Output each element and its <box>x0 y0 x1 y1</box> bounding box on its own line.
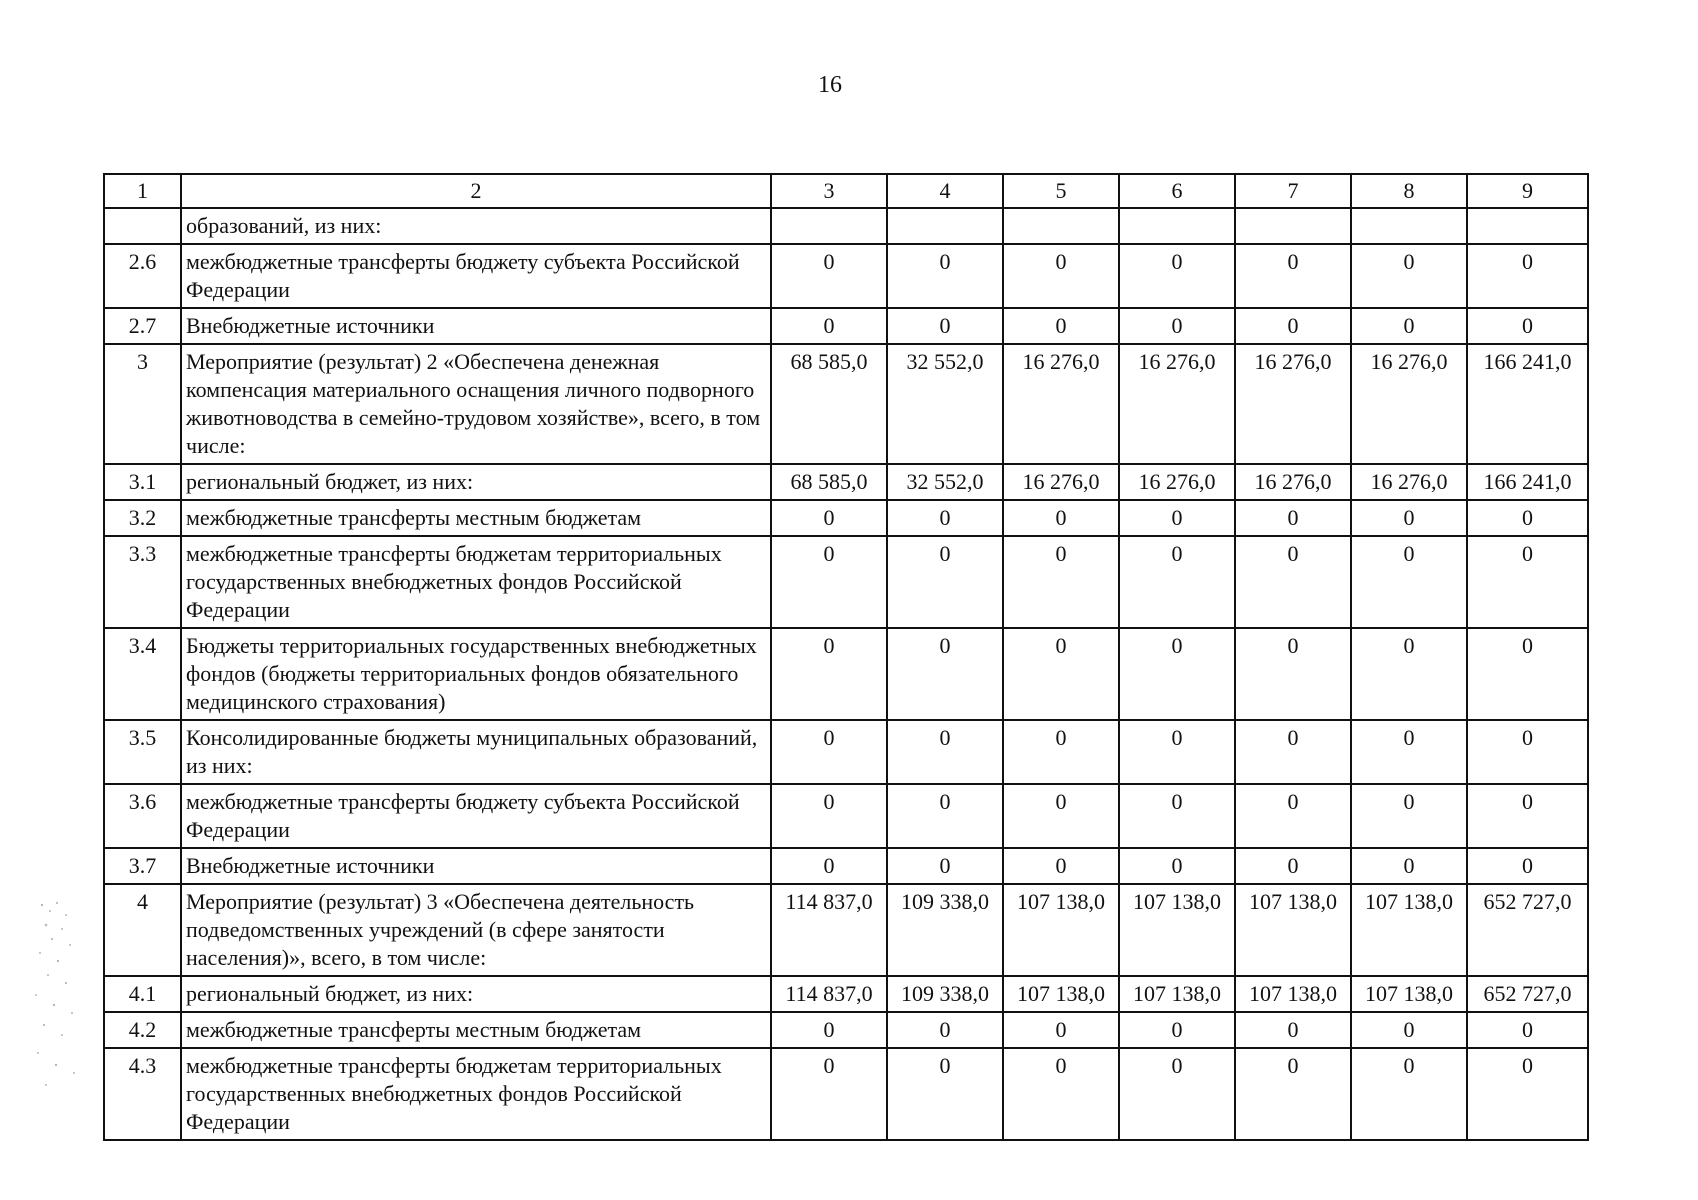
row-number-cell: 3 <box>104 344 181 464</box>
value-cell: 0 <box>1467 500 1588 536</box>
value-cell: 109 338,0 <box>887 884 1003 976</box>
value-cell <box>1235 208 1351 244</box>
value-cell: 16 276,0 <box>1351 344 1467 464</box>
value-cell: 0 <box>1351 628 1467 720</box>
value-cell: 0 <box>1467 628 1588 720</box>
value-cell: 0 <box>1003 1012 1119 1048</box>
row-name-cell: Мероприятие (результат) 3 «Обеспечена деятельность подведомственных учреждений (в сфере занятости населения)», всего, в том числе: <box>181 884 771 976</box>
table-row <box>104 1048 1588 1140</box>
value-cell: 0 <box>1351 1048 1467 1140</box>
column-header: 4 <box>887 174 1003 208</box>
value-cell: 0 <box>1119 244 1235 308</box>
value-cell: 0 <box>1119 500 1235 536</box>
table-row <box>104 848 1588 884</box>
value-cell: 652 727,0 <box>1467 884 1588 976</box>
row-name-cell: региональный бюджет, из них: <box>181 464 771 500</box>
value-cell: 0 <box>1351 536 1467 628</box>
value-cell <box>1467 208 1588 244</box>
value-cell: 107 138,0 <box>1119 976 1235 1012</box>
value-cell: 0 <box>1003 628 1119 720</box>
value-cell: 0 <box>1003 720 1119 784</box>
value-cell: 0 <box>771 848 887 884</box>
value-cell: 0 <box>1003 848 1119 884</box>
row-number-cell: 3.2 <box>104 500 181 536</box>
row-number-cell: 3.6 <box>104 784 181 848</box>
value-cell: 0 <box>1003 536 1119 628</box>
row-number-cell: 4 <box>104 884 181 976</box>
column-number-row <box>104 174 1588 208</box>
row-name-cell: Внебюджетные источники <box>181 848 771 884</box>
value-cell: 0 <box>887 536 1003 628</box>
value-cell: 0 <box>887 244 1003 308</box>
value-cell: 107 138,0 <box>1235 976 1351 1012</box>
value-cell: 107 138,0 <box>1351 976 1467 1012</box>
column-header: 7 <box>1235 174 1351 208</box>
table-row <box>104 208 1588 244</box>
table-row <box>104 344 1588 464</box>
value-cell: 0 <box>887 1012 1003 1048</box>
value-cell: 107 138,0 <box>1003 976 1119 1012</box>
table-row <box>104 536 1588 628</box>
value-cell: 0 <box>1003 500 1119 536</box>
value-cell: 0 <box>771 536 887 628</box>
value-cell: 0 <box>1003 1048 1119 1140</box>
row-number-cell: 3.7 <box>104 848 181 884</box>
column-header: 3 <box>771 174 887 208</box>
column-header: 9 <box>1467 174 1588 208</box>
row-name-cell: Бюджеты территориальных государственных внебюджетных фондов (бюджеты территориальных фондов обязательного медицинского страхования) <box>181 628 771 720</box>
value-cell: 0 <box>887 1048 1003 1140</box>
value-cell: 0 <box>1467 848 1588 884</box>
value-cell: 0 <box>1119 784 1235 848</box>
value-cell <box>771 208 887 244</box>
value-cell: 0 <box>887 500 1003 536</box>
value-cell: 0 <box>887 628 1003 720</box>
value-cell: 652 727,0 <box>1467 976 1588 1012</box>
value-cell: 0 <box>1235 848 1351 884</box>
value-cell: 0 <box>1467 536 1588 628</box>
value-cell: 0 <box>887 308 1003 344</box>
value-cell: 0 <box>1467 1048 1588 1140</box>
value-cell: 107 138,0 <box>1119 884 1235 976</box>
value-cell: 16 276,0 <box>1119 464 1235 500</box>
value-cell: 166 241,0 <box>1467 344 1588 464</box>
value-cell: 107 138,0 <box>1235 884 1351 976</box>
row-number-cell: 3.1 <box>104 464 181 500</box>
value-cell: 0 <box>1119 1012 1235 1048</box>
value-cell: 32 552,0 <box>887 344 1003 464</box>
row-name-cell: межбюджетные трансферты бюджету субъекта Российской Федерации <box>181 784 771 848</box>
value-cell <box>1351 208 1467 244</box>
row-name-cell: образований, из них: <box>181 208 771 244</box>
value-cell: 0 <box>1235 628 1351 720</box>
value-cell: 16 276,0 <box>1235 464 1351 500</box>
row-number-cell: 3.3 <box>104 536 181 628</box>
value-cell: 0 <box>1119 308 1235 344</box>
row-number-cell: 2.6 <box>104 244 181 308</box>
value-cell: 114 837,0 <box>771 884 887 976</box>
row-name-cell: межбюджетные трансферты местным бюджетам <box>181 1012 771 1048</box>
value-cell: 0 <box>1003 308 1119 344</box>
value-cell: 32 552,0 <box>887 464 1003 500</box>
value-cell: 0 <box>771 308 887 344</box>
row-name-cell: межбюджетные трансферты бюджету субъекта Российской Федерации <box>181 244 771 308</box>
value-cell: 0 <box>1235 536 1351 628</box>
budget-table <box>103 173 1589 1141</box>
value-cell: 0 <box>887 848 1003 884</box>
value-cell: 16 276,0 <box>1235 344 1351 464</box>
value-cell: 0 <box>1119 848 1235 884</box>
value-cell: 0 <box>1119 1048 1235 1140</box>
value-cell: 0 <box>1235 720 1351 784</box>
value-cell: 0 <box>1003 244 1119 308</box>
page-number: 16 <box>818 72 842 98</box>
column-header: 6 <box>1119 174 1235 208</box>
value-cell: 0 <box>1467 308 1588 344</box>
column-header: 1 <box>104 174 181 208</box>
row-name-cell: межбюджетные трансферты местным бюджетам <box>181 500 771 536</box>
table-row <box>104 308 1588 344</box>
table-row <box>104 500 1588 536</box>
row-number-cell <box>104 208 181 244</box>
row-name-cell: Внебюджетные источники <box>181 308 771 344</box>
value-cell: 0 <box>1235 308 1351 344</box>
value-cell: 0 <box>1235 1048 1351 1140</box>
row-name-cell: Консолидированные бюджеты муниципальных образований, из них: <box>181 720 771 784</box>
value-cell: 107 138,0 <box>1351 884 1467 976</box>
value-cell: 0 <box>1467 1012 1588 1048</box>
value-cell: 0 <box>771 1048 887 1140</box>
value-cell: 0 <box>1351 244 1467 308</box>
row-number-cell: 4.3 <box>104 1048 181 1140</box>
table-row <box>104 884 1588 976</box>
table-row <box>104 628 1588 720</box>
value-cell: 0 <box>1119 628 1235 720</box>
value-cell <box>887 208 1003 244</box>
table-row <box>104 464 1588 500</box>
row-number-cell: 4.1 <box>104 976 181 1012</box>
value-cell: 16 276,0 <box>1003 464 1119 500</box>
value-cell: 68 585,0 <box>771 464 887 500</box>
value-cell: 109 338,0 <box>887 976 1003 1012</box>
row-number-cell: 2.7 <box>104 308 181 344</box>
value-cell: 0 <box>1351 784 1467 848</box>
row-number-cell: 4.2 <box>104 1012 181 1048</box>
value-cell: 16 276,0 <box>1119 344 1235 464</box>
row-name-cell: Мероприятие (результат) 2 «Обеспечена денежная компенсация материального оснащения личного подворного животноводства в семейно-трудовом хозяйстве», всего, в том числе: <box>181 344 771 464</box>
value-cell <box>1119 208 1235 244</box>
value-cell: 0 <box>1467 244 1588 308</box>
column-header: 2 <box>181 174 771 208</box>
value-cell: 0 <box>1351 308 1467 344</box>
row-number-cell: 3.5 <box>104 720 181 784</box>
value-cell: 166 241,0 <box>1467 464 1588 500</box>
value-cell: 0 <box>887 784 1003 848</box>
value-cell: 0 <box>1119 536 1235 628</box>
value-cell: 0 <box>771 1012 887 1048</box>
value-cell: 0 <box>771 244 887 308</box>
value-cell: 0 <box>1119 720 1235 784</box>
value-cell: 0 <box>1235 500 1351 536</box>
value-cell: 0 <box>1235 1012 1351 1048</box>
column-header: 5 <box>1003 174 1119 208</box>
value-cell: 0 <box>1467 720 1588 784</box>
value-cell: 0 <box>887 720 1003 784</box>
row-name-cell: межбюджетные трансферты бюджетам территориальных государственных внебюджетных фондов Российской Федерации <box>181 1048 771 1140</box>
value-cell <box>1003 208 1119 244</box>
value-cell: 0 <box>1351 1012 1467 1048</box>
value-cell: 0 <box>1351 500 1467 536</box>
value-cell: 0 <box>1235 244 1351 308</box>
table-row <box>104 976 1588 1012</box>
value-cell: 114 837,0 <box>771 976 887 1012</box>
value-cell: 0 <box>1351 848 1467 884</box>
table-row <box>104 1012 1588 1048</box>
faint-stamp-marks <box>22 895 92 1095</box>
value-cell: 0 <box>771 628 887 720</box>
table-row <box>104 720 1588 784</box>
column-header: 8 <box>1351 174 1467 208</box>
value-cell: 16 276,0 <box>1003 344 1119 464</box>
row-number-cell: 3.4 <box>104 628 181 720</box>
value-cell: 0 <box>771 720 887 784</box>
value-cell: 0 <box>771 784 887 848</box>
table-body <box>104 208 1588 1140</box>
table-row <box>104 784 1588 848</box>
value-cell: 68 585,0 <box>771 344 887 464</box>
row-name-cell: региональный бюджет, из них: <box>181 976 771 1012</box>
value-cell: 0 <box>1235 784 1351 848</box>
value-cell: 16 276,0 <box>1351 464 1467 500</box>
value-cell: 107 138,0 <box>1003 884 1119 976</box>
budget-table-container <box>103 173 1587 1141</box>
row-name-cell: межбюджетные трансферты бюджетам территориальных государственных внебюджетных фондов Российской Федерации <box>181 536 771 628</box>
table-row <box>104 244 1588 308</box>
value-cell: 0 <box>1351 720 1467 784</box>
value-cell: 0 <box>771 500 887 536</box>
value-cell: 0 <box>1467 784 1588 848</box>
value-cell: 0 <box>1003 784 1119 848</box>
